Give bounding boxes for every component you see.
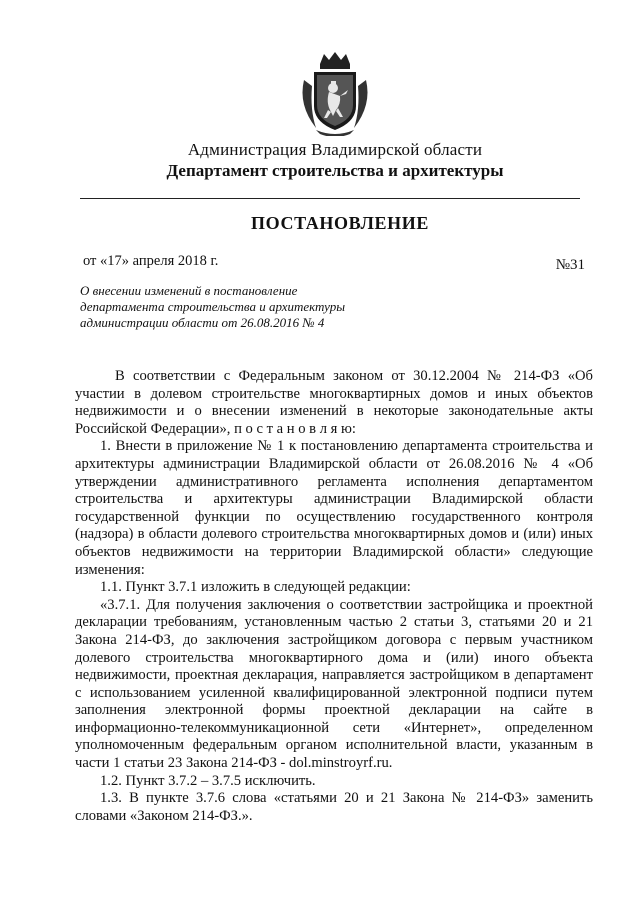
document-date: от «17» апреля 2018 г.: [83, 253, 219, 269]
document-body: [75, 368, 593, 825]
organization-name: Администрация Владимирской области: [187, 140, 483, 159]
subject-line: департамента строительства и архитектуры: [80, 299, 346, 314]
document-number: №31: [555, 257, 585, 273]
body-paragraph: 1.2. Пункт 3.7.2 – 3.7.5 исключить.: [100, 772, 316, 789]
body-paragraph: «3.7.1. Для получения заключения о соответствии застройщика и проектной декларации требованиям, установленным частью 2 статьи 3, статьями 20 и 21 Закона 214-ФЗ, до заключения застройщиком договора с первым участником долевого строительства многоквартирного дома и (или) иного объекта недвижимости, проектная декларация, направляется застройщиком в департамент с использованием усиленной квалифицированной электронной подписи путем заполнения электронной формы проектной декларации на сайте в информационно-телекоммуникационной сети «Интернет», определенном уполномоченным федеральным органом исполнительной власти, указанным в части 1 статьи 23 Закона 214-ФЗ - dol.minstroyrf.ru.: [75, 596, 593, 772]
document-title: ПОСТАНОВЛЕНИЕ: [251, 213, 429, 233]
subject-line: администрации области от 26.08.2016 № 4: [80, 315, 325, 330]
header-divider: [80, 198, 580, 199]
body-paragraph: В соответствии с Федеральным законом от 30.12.2004 № 214-ФЗ «Об участии в долевом строительстве многоквартирных домов и иных объектов недвижимости и о внесении изменений в некоторые законодательные акты Российской Федерации», п о с т а н о в л я ю:: [75, 368, 593, 437]
body-paragraph: 1.1. Пункт 3.7.1 изложить в следующей редакции:: [100, 579, 411, 596]
subject-line: О внесении изменений в постановление: [80, 283, 298, 298]
body-paragraph: 1. Внести в приложение № 1 к постановлению департамента строительства и архитектуры администрации Владимирской области от 26.08.2016 № 4 «Об утверждении административного регламента исполнения департаментом строительства и архитектуры администрации Владимирской области государственной функции по осуществлению государственного контроля (надзора) в области долевого строительства многоквартирных домов и (или) иных объектов недвижимости на территории Владимирской области» следующие изменения:: [75, 438, 593, 578]
document-subject: [80, 283, 380, 331]
department-name: Департамент строительства и архитектуры: [166, 161, 504, 180]
coat-of-arms-icon: [296, 50, 374, 136]
body-paragraph: 1.3. В пункте 3.7.6 слова «статьями 20 и 21 Закона № 214-ФЗ» заменить словами «Законом 214-ФЗ.».: [75, 790, 593, 824]
